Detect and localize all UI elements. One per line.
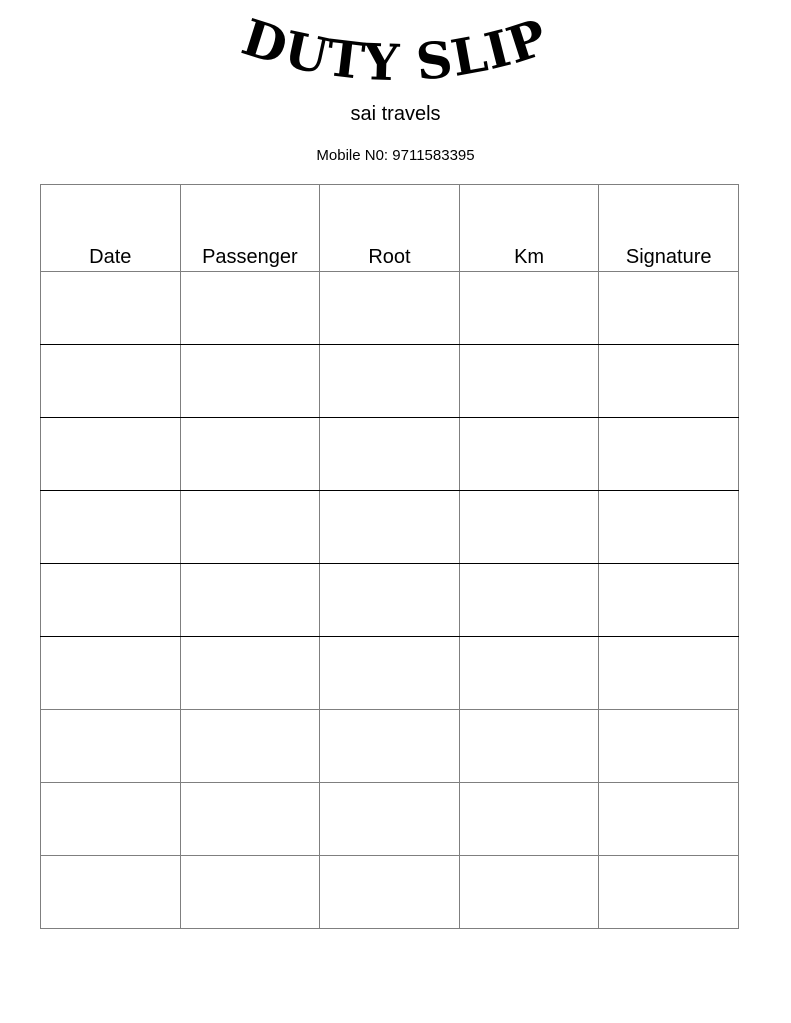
table-cell [320,856,460,929]
table-cell [320,345,460,418]
table-row [41,710,739,783]
table-cell [459,345,599,418]
table-cell [320,491,460,564]
table-cell [459,491,599,564]
table-cell [459,418,599,491]
table-cell [599,710,739,783]
table-cell [320,637,460,710]
column-header-signature: Signature [599,185,739,272]
column-header-passenger: Passenger [180,185,320,272]
slip-title-art [225,0,565,95]
table-cell [180,491,320,564]
table-cell [41,418,181,491]
table-cell [180,856,320,929]
table-cell [599,491,739,564]
slip-title-text: DUTY SLIP [235,7,555,93]
table-header-row [41,185,739,272]
table-row [41,564,739,637]
table-cell [41,637,181,710]
table-cell [320,418,460,491]
table-cell [320,783,460,856]
table-cell [599,418,739,491]
table-cell [180,345,320,418]
table-cell [599,272,739,345]
table-cell [41,491,181,564]
column-header-km: Km [459,185,599,272]
table-cell [459,272,599,345]
table-row [41,418,739,491]
table-row [41,856,739,929]
table-cell [41,345,181,418]
slip-title [225,0,565,95]
table-row [41,637,739,710]
table-row [41,272,739,345]
table-cell [320,272,460,345]
table-cell [459,856,599,929]
table-cell [41,856,181,929]
company-name: sai travels [350,103,441,125]
column-header-date: Date [41,185,181,272]
table-cell [599,564,739,637]
table-cell [180,637,320,710]
mobile-line [0,147,791,165]
table-cell [459,710,599,783]
table-cell [41,564,181,637]
table-row [41,491,739,564]
mobile-label: Mobile N0: [316,147,389,164]
table-cell [180,418,320,491]
table-cell [320,710,460,783]
table-cell [599,637,739,710]
table-cell [41,272,181,345]
table-cell [459,564,599,637]
table-cell [180,783,320,856]
table-cell [599,783,739,856]
table-cell [180,564,320,637]
table-cell [180,272,320,345]
table-cell [599,345,739,418]
column-header-root: Root [320,185,460,272]
table-cell [320,564,460,637]
table-row [41,783,739,856]
duty-slip-table [40,184,739,929]
table-row [41,345,739,418]
table-cell [41,783,181,856]
table-cell [459,783,599,856]
table-cell [41,710,181,783]
table-cell [180,710,320,783]
table-cell [599,856,739,929]
table-cell [459,637,599,710]
mobile-number: 9711583395 [392,147,475,164]
